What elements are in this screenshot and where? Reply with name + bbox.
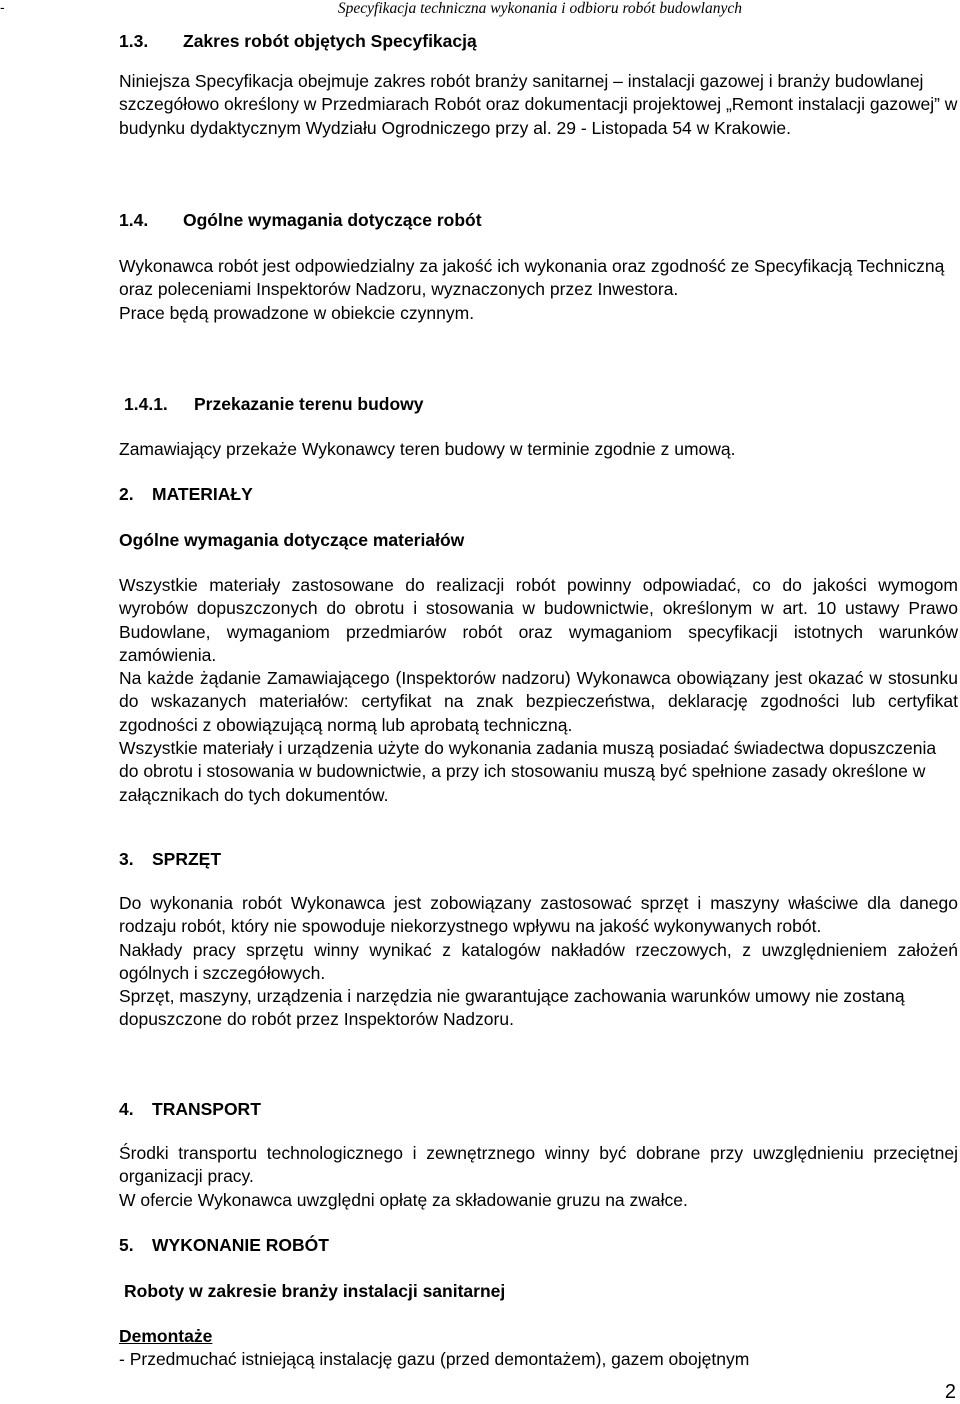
corner-mark: -: [0, 0, 5, 15]
paragraph-general-requirements: Wykonawca robót jest odpowiedzialny za jakość ich wykonania oraz zgodność ze Specyfikacją Techniczną oraz poleceniami Inspektorów Nadzoru, wyznaczonych przez Inwestora.: [119, 256, 945, 300]
section-heading-1-4-1: [124, 393, 960, 415]
running-head: Specyfikacja techniczna wykonania i odbioru robót budowlanych: [337, 0, 742, 17]
subheading-dismantling: Demontaże: [119, 1326, 213, 1346]
list-item-purge-gas: - Przedmuchać istniejącą instalację gazu (przed demontażem), gazem obojętnym: [119, 1349, 750, 1369]
paragraph-site-handover: Zamawiający przekaże Wykonawcy teren budowy w terminie zgodnie z umową.: [119, 439, 736, 459]
subheading-materials: Ogólne wymagania dotyczące materiałów: [119, 530, 465, 550]
section-title: MATERIAŁY: [152, 484, 253, 504]
paragraph-transport-2: W ofercie Wykonawca uwzględni opłatę za składowanie gruzu na zwałce.: [119, 1189, 688, 1210]
paragraph-materials-1: Wszystkie materiały zastosowane do realizacji robót powinny odpowiadać, co do jakości wymogom wyrobów dopuszczonych do obrotu i stosowania w budownictwie, określonym w art. 10 ustawy Prawo Budowlane, wymaganiom przedmiarów robót oraz wymaganiom specyfikacji istotnych warunków zamówienia.: [119, 575, 958, 665]
section-title: Zakres robót objętych Specyfikacją: [183, 31, 477, 51]
section-number: 1.3.: [119, 31, 149, 51]
paragraph-active-building: Prace będą prowadzone w obiekcie czynnym.: [119, 302, 475, 323]
section-title: Przekazanie terenu budowy: [194, 394, 424, 414]
section-title: SPRZĘT: [152, 849, 222, 869]
section-heading-1-4: [119, 209, 958, 231]
section-title: Ogólne wymagania dotyczące robót: [183, 210, 482, 230]
paragraph-equipment-3: Sprzęt, maszyny, urządzenia i narzędzia nie gwarantujące zachowania warunków umowy nie zostaną dopuszczone do robót przez Inspektorów Nadzoru.: [119, 986, 905, 1030]
section-heading-5: [119, 1234, 958, 1256]
section-title: WYKONANIE ROBÓT: [152, 1235, 329, 1255]
paragraph-transport-1: Środki transportu technologicznego i zewnętrznego winny być dobrane przy uwzględnieniu przeciętnej organizacji pracy.: [119, 1143, 958, 1187]
paragraph-materials-3: Wszystkie materiały i urządzenia użyte do wykonania zadania muszą posiadać świadectwa dopuszczenia do obrotu i stosowania w budownictwie, a przy ich stosowaniu muszą być spełnione zasady określone w załącznikach do tych dokumentów.: [119, 738, 937, 805]
paragraph-equipment-1: Do wykonania robót Wykonawca jest zobowiązany zastosować sprzęt i maszyny właściwe dla danego rodzaju robót, który nie spowoduje niekorzystnego wpływu na jakość wykonywanych robót.: [119, 893, 958, 937]
section-number: 1.4.: [119, 210, 149, 230]
section-title: TRANSPORT: [152, 1099, 261, 1119]
section-number: 4.: [119, 1099, 134, 1119]
section-heading-4: [119, 1098, 958, 1120]
paragraph-scope: Niniejsza Specyfikacja obejmuje zakres robót branży sanitarnej – instalacji gazowej i branży budowlanej szczegółowo określony w Przedmiarach Robót oraz dokumentacji projektowej „Remont instalacji gazowej” w budynku dydaktycznym Wydziału Ogrodniczego przy al. 29 - Listopada 54 w Krakowie.: [119, 71, 958, 138]
section-number: 5.: [119, 1235, 134, 1255]
section-number: 3.: [119, 849, 134, 869]
section-heading-2: [119, 483, 958, 505]
paragraph-equipment-2: Nakłady pracy sprzętu winny wynikać z katalogów nakładów rzeczowych, z uwzględnieniem założeń ogólnych i szczegółowych.: [119, 939, 958, 983]
section-heading-1-3: [119, 30, 958, 52]
section-number: 1.4.1.: [124, 394, 168, 414]
section-number: 2.: [119, 484, 134, 504]
section-heading-3: [119, 848, 958, 870]
page-number: 2: [944, 1381, 956, 1403]
subheading-sanitary-works: Roboty w zakresie branży instalacji sanitarnej: [124, 1281, 506, 1301]
paragraph-materials-2: Na każde żądanie Zamawiającego (Inspektorów nadzoru) Wykonawca obowiązany jest okazać w stosunku do wskazanych materiałów: certyfikat na znak bezpieczeństwa, deklarację zgodności lub certyfikat zgodności z obowiązującą normą lub aprobatą techniczną.: [119, 668, 958, 735]
